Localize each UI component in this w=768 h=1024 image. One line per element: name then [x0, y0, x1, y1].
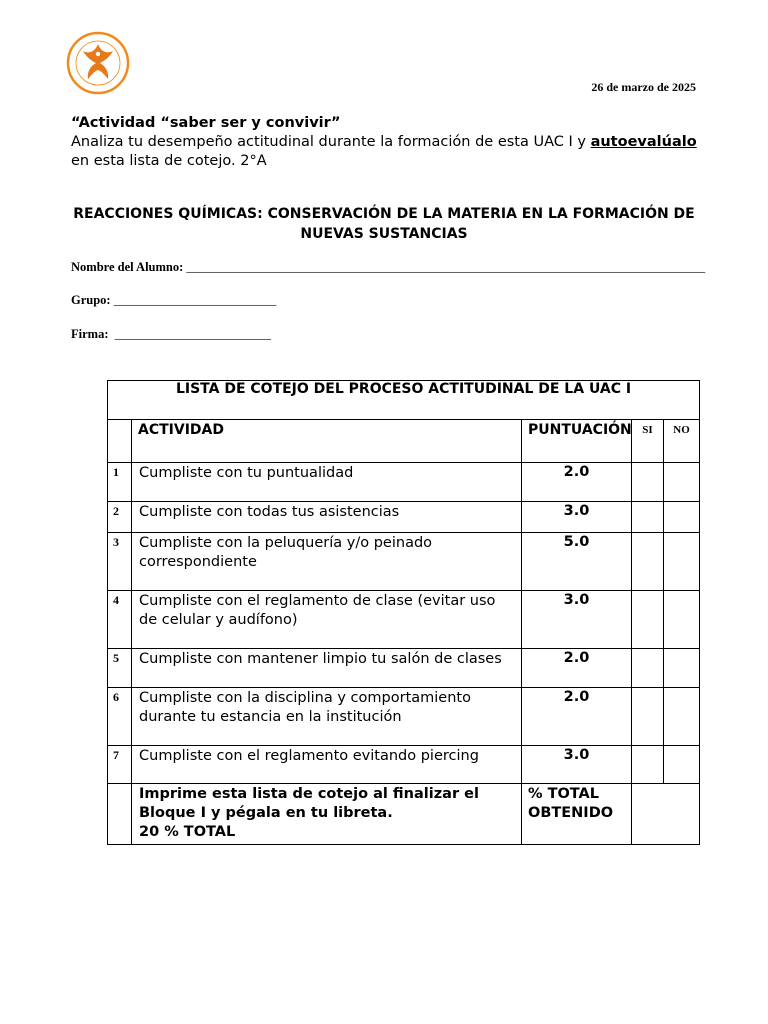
no-check-cell[interactable] — [664, 502, 700, 533]
group-field — [71, 293, 276, 308]
instructions-emphasis: autoevalúalo — [590, 134, 697, 150]
row-score: 3.0 — [522, 746, 632, 784]
document-date: 26 de marzo de 2025 — [591, 80, 696, 94]
header-num-cell — [108, 420, 132, 463]
group-line: __________________________ — [113, 293, 277, 307]
yes-check-cell[interactable] — [632, 591, 664, 649]
table-row — [108, 746, 700, 784]
header-yes: SI — [632, 420, 664, 463]
footer-instruction-cell — [132, 784, 522, 845]
row-number: 6 — [108, 688, 132, 746]
footer-obtained-label: % TOTAL OBTENIDO — [522, 784, 632, 845]
signature-field — [71, 327, 271, 342]
footer-num-cell — [108, 784, 132, 845]
no-check-cell[interactable] — [664, 591, 700, 649]
yes-check-cell[interactable] — [632, 502, 664, 533]
table-row — [108, 649, 700, 688]
table-row — [108, 688, 700, 746]
document-title-line2: NUEVAS SUSTANCIAS — [300, 226, 468, 242]
row-activity: Cumpliste con todas tus asistencias — [132, 502, 522, 533]
row-number: 5 — [108, 649, 132, 688]
row-score: 2.0 — [522, 649, 632, 688]
instructions-continuation: en esta lista de cotejo. 2°A — [71, 153, 267, 169]
yes-check-cell[interactable] — [632, 688, 664, 746]
no-check-cell[interactable] — [664, 746, 700, 784]
student-name-label: Nombre del Alumno: — [71, 260, 184, 274]
checklist-title: LISTA DE COTEJO DEL PROCESO ACTITUDINAL DE LA UAC I — [108, 381, 700, 420]
instructions-line — [71, 133, 711, 152]
table-row — [108, 502, 700, 533]
no-check-cell[interactable] — [664, 533, 700, 591]
signature-line: _________________________ — [114, 327, 271, 341]
row-score: 2.0 — [522, 463, 632, 502]
footer-total-weight: 20 % TOTAL — [139, 824, 236, 840]
row-number: 3 — [108, 533, 132, 591]
no-check-cell[interactable] — [664, 463, 700, 502]
header-no: NO — [664, 420, 700, 463]
yes-check-cell[interactable] — [632, 533, 664, 591]
row-activity: Cumpliste con la disciplina y comportamiento durante tu estancia en la institución — [132, 688, 522, 746]
table-footer-row — [108, 784, 700, 845]
yes-check-cell[interactable] — [632, 746, 664, 784]
row-activity: Cumpliste con mantener limpio tu salón de clases — [132, 649, 522, 688]
header-score: PUNTUACIÓN — [522, 420, 632, 463]
row-activity: Cumpliste con el reglamento evitando piercing — [132, 746, 522, 784]
no-check-cell[interactable] — [664, 649, 700, 688]
footer-instruction: Imprime esta lista de cotejo al finalizar el Bloque I y pégala en tu libreta. — [139, 786, 479, 821]
student-name-field — [71, 260, 705, 275]
row-activity: Cumpliste con la peluquería y/o peinado correspondiente — [132, 533, 522, 591]
row-number: 7 — [108, 746, 132, 784]
row-score: 3.0 — [522, 502, 632, 533]
group-label: Grupo: — [71, 293, 111, 307]
row-score: 3.0 — [522, 591, 632, 649]
instructions-text: Analiza tu desempeño actitudinal durante la formación de esta UAC I y — [71, 134, 591, 150]
row-score: 2.0 — [522, 688, 632, 746]
row-number: 2 — [108, 502, 132, 533]
total-obtained-cell[interactable] — [632, 784, 700, 845]
checklist-table — [107, 380, 700, 845]
row-number: 1 — [108, 463, 132, 502]
no-check-cell[interactable] — [664, 688, 700, 746]
table-row — [108, 591, 700, 649]
intro-block — [71, 114, 711, 171]
document-title-line1: REACCIONES QUÍMICAS: CONSERVACIÓN DE LA MATERIA EN LA FORMACIÓN DE — [73, 206, 695, 222]
yes-check-cell[interactable] — [632, 649, 664, 688]
header-activity: ACTIVIDAD — [132, 420, 522, 463]
student-name-line: ___________________________________________________________________________________ — [186, 260, 706, 274]
document-title — [70, 204, 698, 244]
yes-check-cell[interactable] — [632, 463, 664, 502]
row-activity: Cumpliste con tu puntualidad — [132, 463, 522, 502]
row-activity: Cumpliste con el reglamento de clase (evitar uso de celular y audífono) — [132, 591, 522, 649]
row-number: 4 — [108, 591, 132, 649]
row-score: 5.0 — [522, 533, 632, 591]
table-row — [108, 533, 700, 591]
signature-label: Firma: — [71, 327, 109, 341]
activity-title: “Actividad “saber ser y convivir” — [71, 115, 341, 131]
table-row — [108, 463, 700, 502]
school-logo — [66, 30, 130, 96]
